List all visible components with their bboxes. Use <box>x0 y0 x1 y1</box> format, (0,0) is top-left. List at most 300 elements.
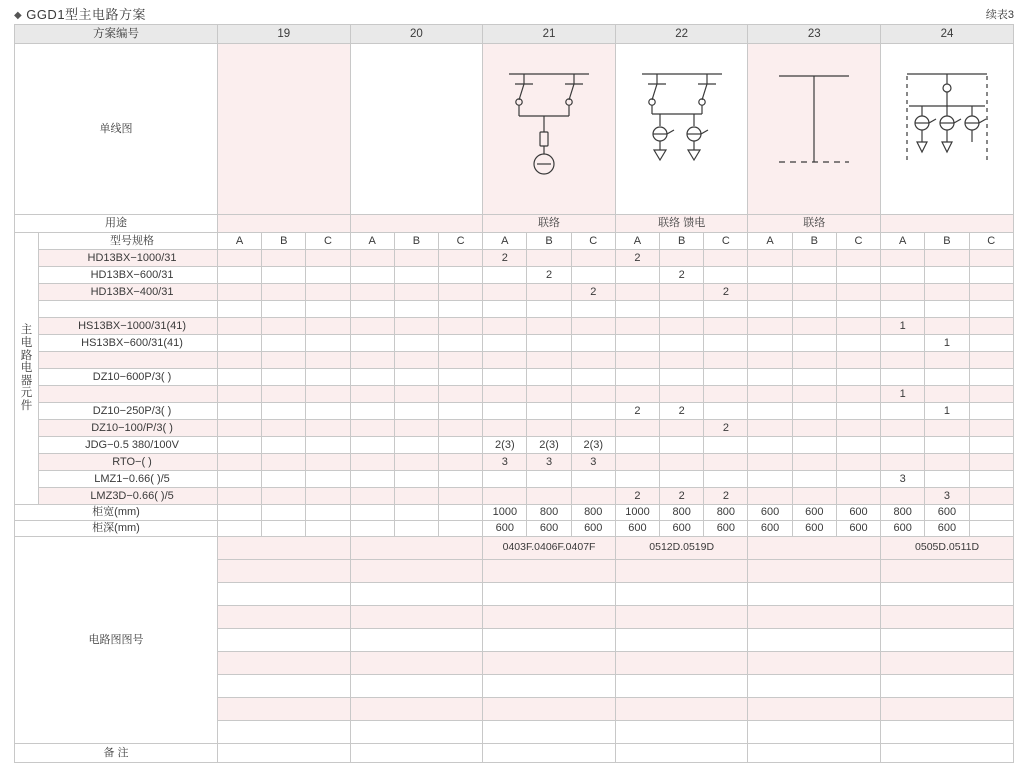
side-char-6: 件 <box>20 400 33 413</box>
row-label: RTO−( ) <box>39 454 218 471</box>
cabinet-width-label: 柜宽(mm) <box>15 505 218 521</box>
purpose-24 <box>881 215 1014 233</box>
row-label <box>39 386 218 403</box>
cabinet-depth-row <box>15 521 1014 537</box>
cell <box>217 698 350 721</box>
scheme-col-21: 21 <box>483 25 616 44</box>
cell <box>527 420 571 437</box>
cell <box>660 369 704 386</box>
circuit-code-22: 0512D.0519D <box>615 537 748 560</box>
cell <box>217 335 261 352</box>
cell <box>748 403 792 420</box>
cell <box>660 352 704 369</box>
scheme-table <box>14 24 1014 763</box>
cell <box>306 301 350 318</box>
cell: 800 <box>704 505 748 521</box>
row-label: LMZ3D−0.66( )/5 <box>39 488 218 505</box>
cell <box>483 403 527 420</box>
cell <box>615 471 659 488</box>
cell <box>925 369 969 386</box>
cell <box>925 352 969 369</box>
cell <box>748 629 881 652</box>
cell <box>925 437 969 454</box>
cell <box>836 301 880 318</box>
cell: 1 <box>925 335 969 352</box>
cell <box>571 318 615 335</box>
cell <box>306 267 350 284</box>
cell <box>571 250 615 267</box>
cell <box>394 284 438 301</box>
cell <box>748 675 881 698</box>
cell <box>483 488 527 505</box>
table-row <box>15 267 1014 284</box>
cell: 2(3) <box>571 437 615 454</box>
cell <box>792 267 836 284</box>
cell: 2 <box>615 488 659 505</box>
cell <box>792 318 836 335</box>
single-line-label: 单线图 <box>15 44 218 215</box>
row-label: HD13BX−600/31 <box>39 267 218 284</box>
table-row <box>15 301 1014 318</box>
cell <box>350 471 394 488</box>
abc-22-a: A <box>615 233 659 250</box>
table-row <box>15 488 1014 505</box>
note-label: 备 注 <box>15 744 218 763</box>
cell <box>881 437 925 454</box>
cell <box>394 386 438 403</box>
cell: 600 <box>792 521 836 537</box>
cell <box>704 318 748 335</box>
cell <box>527 471 571 488</box>
cell <box>483 420 527 437</box>
cell: 800 <box>527 505 571 521</box>
cell <box>262 437 306 454</box>
cell <box>350 698 483 721</box>
cell <box>350 267 394 284</box>
side-char-1: 电 <box>20 336 33 349</box>
cell <box>217 488 261 505</box>
cell <box>439 471 483 488</box>
cell <box>792 250 836 267</box>
cell <box>217 560 350 583</box>
cell <box>217 267 261 284</box>
cell <box>262 386 306 403</box>
purpose-22: 联络 馈电 <box>615 215 748 233</box>
cell <box>394 420 438 437</box>
table-row <box>15 403 1014 420</box>
cell <box>394 318 438 335</box>
purpose-row <box>15 215 1014 233</box>
cell <box>748 284 792 301</box>
main-circuit-side-label <box>15 233 39 505</box>
cell: 600 <box>748 505 792 521</box>
cell <box>615 652 748 675</box>
cell <box>350 250 394 267</box>
cell <box>969 250 1013 267</box>
cell <box>350 454 394 471</box>
cell <box>217 675 350 698</box>
cell <box>704 267 748 284</box>
cell <box>439 403 483 420</box>
cell <box>792 420 836 437</box>
scheme-col-23: 23 <box>748 25 881 44</box>
cell <box>217 369 261 386</box>
cell <box>836 471 880 488</box>
cell <box>925 301 969 318</box>
cell: 2 <box>704 284 748 301</box>
cell <box>881 250 925 267</box>
abc-19-b: B <box>262 233 306 250</box>
cell <box>571 386 615 403</box>
cell <box>571 267 615 284</box>
cell <box>439 454 483 471</box>
circuit-code-20 <box>350 537 483 560</box>
cell <box>748 488 792 505</box>
cell <box>306 250 350 267</box>
cell <box>483 583 616 606</box>
model-spec-row <box>15 233 1014 250</box>
cell <box>527 250 571 267</box>
cell <box>527 284 571 301</box>
cell <box>350 284 394 301</box>
cell <box>704 369 748 386</box>
cell: 3 <box>527 454 571 471</box>
cell <box>615 721 748 744</box>
row-label: HS13BX−600/31(41) <box>39 335 218 352</box>
cell <box>881 403 925 420</box>
abc-21-a: A <box>483 233 527 250</box>
cell: 2 <box>660 488 704 505</box>
abc-23-a: A <box>748 233 792 250</box>
cell <box>836 488 880 505</box>
table-row <box>15 386 1014 403</box>
abc-19-a: A <box>217 233 261 250</box>
cell <box>836 267 880 284</box>
cell <box>394 471 438 488</box>
cell <box>350 403 394 420</box>
scheme-number-label: 方案编号 <box>15 25 218 44</box>
cell <box>881 652 1014 675</box>
cell <box>439 386 483 403</box>
cell: 600 <box>571 521 615 537</box>
cell <box>394 403 438 420</box>
cell <box>969 521 1013 537</box>
cell <box>439 250 483 267</box>
purpose-label: 用途 <box>15 215 218 233</box>
cell <box>881 301 925 318</box>
cell <box>748 583 881 606</box>
side-char-4: 器 <box>20 374 33 387</box>
cell <box>748 560 881 583</box>
cell <box>527 352 571 369</box>
cell <box>483 606 616 629</box>
cell <box>483 629 616 652</box>
cell: 3 <box>881 471 925 488</box>
cell <box>969 488 1013 505</box>
table-header-row <box>15 25 1014 44</box>
row-label: HD13BX−1000/31 <box>39 250 218 267</box>
cell <box>262 250 306 267</box>
diagram-19 <box>217 44 350 215</box>
cell <box>836 369 880 386</box>
cell <box>615 301 659 318</box>
cell <box>439 369 483 386</box>
cell <box>836 352 880 369</box>
abc-20-a: A <box>350 233 394 250</box>
cell <box>306 284 350 301</box>
note-22 <box>615 744 748 763</box>
scheme-col-24: 24 <box>881 25 1014 44</box>
cell <box>262 352 306 369</box>
table-row <box>15 250 1014 267</box>
cell <box>660 420 704 437</box>
row-label: DZ10−600P/3( ) <box>39 369 218 386</box>
cell <box>483 560 616 583</box>
cell <box>483 318 527 335</box>
cell <box>439 284 483 301</box>
cell <box>439 488 483 505</box>
cell: 600 <box>704 521 748 537</box>
abc-19-c: C <box>306 233 350 250</box>
cell <box>262 301 306 318</box>
diamond-bullet-icon: ◆ <box>14 10 23 21</box>
cell <box>969 284 1013 301</box>
cell <box>792 488 836 505</box>
diagram-24 <box>881 44 1014 215</box>
cell <box>836 318 880 335</box>
side-char-0: 主 <box>20 324 33 337</box>
cell <box>350 606 483 629</box>
cell <box>350 629 483 652</box>
cell <box>217 721 350 744</box>
cell <box>262 471 306 488</box>
cell <box>660 386 704 403</box>
cell <box>836 437 880 454</box>
cell: 2 <box>704 488 748 505</box>
cell <box>350 437 394 454</box>
cell <box>483 721 616 744</box>
cell <box>704 403 748 420</box>
cell <box>217 521 261 537</box>
cell <box>571 352 615 369</box>
page-title-text: GGD1型主电路方案 <box>26 7 147 22</box>
page-header <box>0 0 1028 24</box>
cell: 600 <box>925 521 969 537</box>
row-label: HS13BX−1000/31(41) <box>39 318 218 335</box>
cell <box>925 250 969 267</box>
cell <box>615 560 748 583</box>
cell: 600 <box>836 521 880 537</box>
table-row <box>15 352 1014 369</box>
cell <box>483 698 616 721</box>
cell <box>925 471 969 488</box>
cell <box>306 521 350 537</box>
cell <box>615 675 748 698</box>
cell: 2 <box>660 403 704 420</box>
cell <box>704 352 748 369</box>
cell <box>394 335 438 352</box>
cell <box>217 652 350 675</box>
cell <box>969 301 1013 318</box>
cell <box>217 301 261 318</box>
cell <box>483 335 527 352</box>
cell <box>217 284 261 301</box>
purpose-23: 联络 <box>748 215 881 233</box>
cell: 1000 <box>483 505 527 521</box>
cell: 1 <box>881 318 925 335</box>
cell <box>483 267 527 284</box>
diagram-23 <box>748 44 881 215</box>
cell <box>969 335 1013 352</box>
cell <box>262 420 306 437</box>
row-label: JDG−0.5 380/100V <box>39 437 218 454</box>
cell <box>748 267 792 284</box>
cell <box>969 437 1013 454</box>
cell <box>439 437 483 454</box>
cell <box>969 420 1013 437</box>
note-row <box>15 744 1014 763</box>
cell <box>483 471 527 488</box>
abc-20-c: C <box>439 233 483 250</box>
cell <box>660 454 704 471</box>
row-label: LMZ1−0.66( )/5 <box>39 471 218 488</box>
cell <box>439 335 483 352</box>
cell <box>439 505 483 521</box>
table-row <box>15 471 1014 488</box>
cell: 2 <box>483 250 527 267</box>
cell <box>748 471 792 488</box>
cell: 600 <box>836 505 880 521</box>
table-row <box>15 369 1014 386</box>
cell <box>925 267 969 284</box>
cell <box>217 386 261 403</box>
cell <box>792 403 836 420</box>
circuit-code-19 <box>217 537 350 560</box>
cell <box>748 652 881 675</box>
cell <box>262 369 306 386</box>
table-row <box>15 420 1014 437</box>
cell: 2 <box>615 403 659 420</box>
cell <box>217 352 261 369</box>
cell <box>527 301 571 318</box>
cell <box>350 335 394 352</box>
cell <box>792 301 836 318</box>
scheme-col-20: 20 <box>350 25 483 44</box>
abc-24-a: A <box>881 233 925 250</box>
note-24 <box>881 744 1014 763</box>
cell: 600 <box>748 521 792 537</box>
cell <box>217 454 261 471</box>
cell <box>350 369 394 386</box>
cell: 1 <box>881 386 925 403</box>
cell <box>483 369 527 386</box>
cell <box>925 454 969 471</box>
cell: 1 <box>925 403 969 420</box>
table-row <box>15 335 1014 352</box>
cell: 2(3) <box>483 437 527 454</box>
cell <box>660 471 704 488</box>
cell <box>394 521 438 537</box>
cell <box>350 560 483 583</box>
cell <box>350 675 483 698</box>
cell <box>748 420 792 437</box>
cell <box>571 335 615 352</box>
cell <box>836 403 880 420</box>
table-row <box>15 318 1014 335</box>
row-label: DZ10−100/P/3( ) <box>39 420 218 437</box>
cell <box>306 505 350 521</box>
row-label: HD13BX−400/31 <box>39 284 218 301</box>
cell <box>394 250 438 267</box>
cell <box>704 386 748 403</box>
abc-21-b: B <box>527 233 571 250</box>
cell <box>969 403 1013 420</box>
cell <box>792 386 836 403</box>
cell <box>748 301 792 318</box>
cell: 1000 <box>615 505 659 521</box>
cell: 800 <box>660 505 704 521</box>
cell <box>350 583 483 606</box>
cell <box>925 386 969 403</box>
cell <box>217 505 261 521</box>
cell <box>881 629 1014 652</box>
cell <box>748 606 881 629</box>
cell: 3 <box>925 488 969 505</box>
cell <box>836 284 880 301</box>
cell <box>660 335 704 352</box>
cell <box>439 521 483 537</box>
cell <box>571 488 615 505</box>
single-line-diagram-row <box>15 44 1014 215</box>
cell <box>217 583 350 606</box>
cell <box>836 420 880 437</box>
cell <box>262 318 306 335</box>
cell: 600 <box>925 505 969 521</box>
cell <box>881 335 925 352</box>
note-19 <box>217 744 350 763</box>
table-row <box>15 454 1014 471</box>
cell: 600 <box>527 521 571 537</box>
cabinet-width-row <box>15 505 1014 521</box>
diagram-20 <box>350 44 483 215</box>
cell <box>792 335 836 352</box>
cell: 2 <box>660 267 704 284</box>
cell: 2(3) <box>527 437 571 454</box>
cell <box>881 721 1014 744</box>
cell <box>262 284 306 301</box>
cell <box>439 267 483 284</box>
cell <box>704 250 748 267</box>
cell <box>748 698 881 721</box>
cell: 2 <box>704 420 748 437</box>
table-row <box>15 284 1014 301</box>
cell <box>792 454 836 471</box>
cell <box>483 652 616 675</box>
cell <box>748 318 792 335</box>
cell <box>350 386 394 403</box>
cell <box>527 403 571 420</box>
cell <box>439 318 483 335</box>
cell <box>881 420 925 437</box>
cell <box>881 583 1014 606</box>
cell <box>571 369 615 386</box>
cell <box>306 386 350 403</box>
cell <box>394 369 438 386</box>
diagram-24-svg <box>887 54 1007 204</box>
cell <box>350 488 394 505</box>
cell <box>615 284 659 301</box>
cell <box>881 698 1014 721</box>
